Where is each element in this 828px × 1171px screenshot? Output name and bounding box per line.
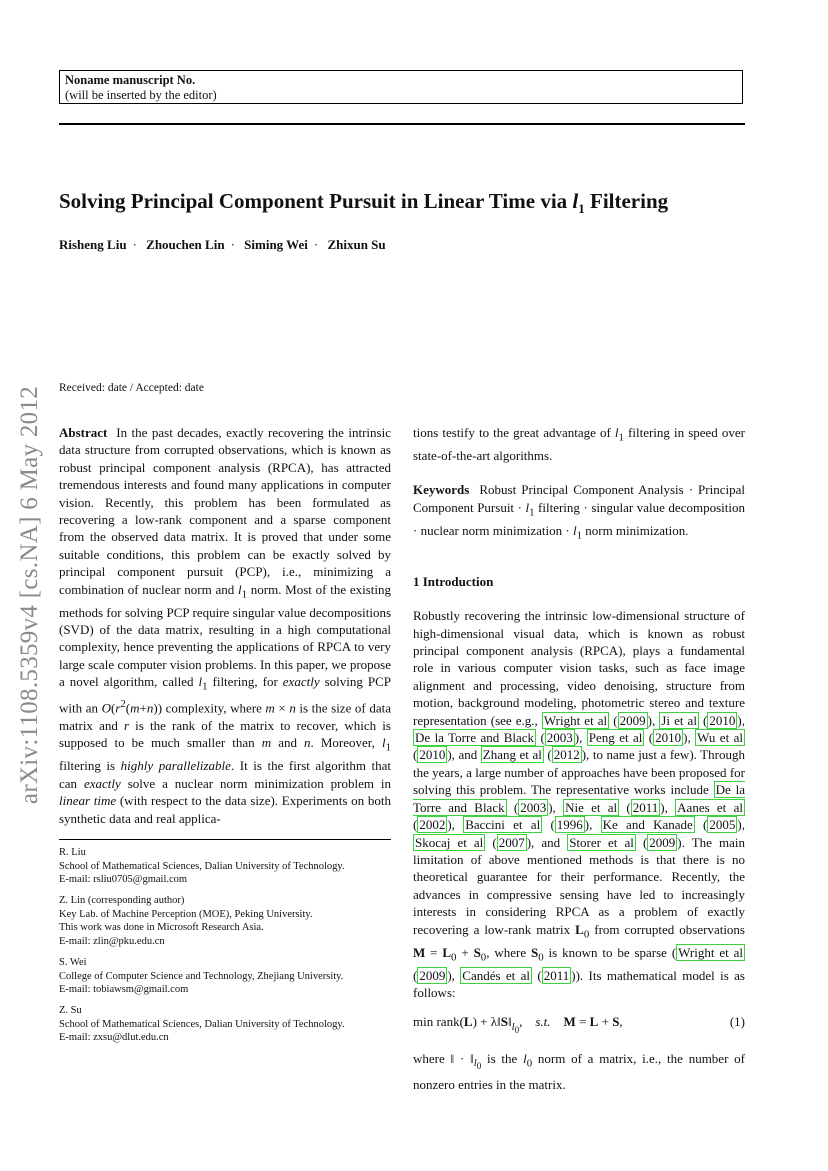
citation-link[interactable]: 2003 <box>546 730 573 746</box>
affiliation-name: S. Wei <box>59 957 87 968</box>
abstract-continuation: tions testify to the great advantage of $l_1$ filtering in speed over state-of-the-art algorithms. <box>413 425 745 463</box>
citation-link[interactable]: 2005 <box>709 817 736 833</box>
author-name: Risheng Liu <box>59 237 127 252</box>
paper-title: Solving Principal Component Pursuit in Linear Time via $l_1$ Filtering <box>59 189 669 217</box>
affiliation-line: Key Lab. of Machine Perception (MOE), Peking University. <box>59 908 313 920</box>
citation-link[interactable]: Wright et al <box>543 712 608 728</box>
affiliation-email: E-mail: rsliu0705@gmail.com <box>59 874 188 886</box>
citation-link[interactable]: Storer et al <box>569 834 634 850</box>
author-list: Risheng Liu · Zhouchen Lin · Siming Wei · Zhixun Su <box>59 237 386 252</box>
affiliation-block <box>59 894 399 948</box>
citation-link[interactable]: 2012 <box>553 747 580 763</box>
citation-link[interactable]: 2009 <box>649 834 676 850</box>
affiliation-email: E-mail: tobiawsm@gmail.com <box>59 984 189 996</box>
right-column <box>413 424 745 1093</box>
abstract-column <box>59 424 391 827</box>
affiliation-email: E-mail: zxsu@dlut.edu.cn <box>59 1032 169 1044</box>
author-name: Zhouchen Lin <box>146 237 225 252</box>
citation-link[interactable]: 2011 <box>543 967 570 983</box>
citation-link[interactable]: Candés et al <box>462 967 531 983</box>
keywords-label: Keywords <box>413 482 470 498</box>
affiliation-name: R. Liu <box>59 847 86 858</box>
abstract-label: Abstract <box>59 425 108 440</box>
post-equation-text: where ‖ · $‖_{l_0}$ is the $l_0$ norm of a matrix, i.e., the number of nonzero entries in the matrix. <box>413 1050 745 1092</box>
equation-1 <box>413 1013 745 1039</box>
equation-number: (1) <box>729 1014 745 1030</box>
citation-link[interactable]: Aanes et al <box>677 799 743 815</box>
affiliation-block <box>59 956 399 997</box>
manuscript-number: Noname manuscript No. <box>65 73 196 87</box>
section-heading: 1 Introduction <box>413 573 494 589</box>
affiliation-block <box>59 1004 399 1045</box>
citation-link[interactable]: 2009 <box>619 712 646 728</box>
introduction-paragraph: Robustly recovering the intrinsic low-dimensional structure of high-dimensional visual data, which is known as robust principal component analysis (RPCA), plays a fundamental role in various computer vision tasks, such as face image alignment and processing, video denoising, structure from motion, background modeling, photometric stereo and texture representation (see e.g., Wright et al ( 2009 ), Ji et al ( 2010 ), De la Torre and Black ( 2003 ), Peng et al ( 2010 ), Wu et al ( 2010 ), and Zhang et al ( 2012 ), to name just a few). Through the years, a large number of approaches have been proposed for solving this problem. The representative works include De la Torre and Black ( 2003 ), Nie et al ( 2011 ), Aanes et al ( 2002 ), Baccini et al ( 1996 ), Ke and Kanade ( 2005 ), Skocaj et al ( 2007 ), and Storer et al ( 2009 ). The main limitation of above mentioned methods is that there is no theoretical guarantee for their performance. Recently, the advances in compressive sensing have led to increasingly interests in considering RPCA as a problem of exactly recovering a low-rank matrix $L_0$ from corrupted observations $M = L_0 + S_0$, where $S_0$ is known to be sparse ( Wright et al ( 2009 ), Candés et al ( 2011 )). Its mathematical model is as follows: <box>413 608 745 1000</box>
header-rule <box>59 123 745 125</box>
citation-link[interactable]: Nie et al <box>565 799 618 815</box>
affiliation-line: This work was done in Microsoft Research Asia. <box>59 922 264 934</box>
abstract-paragraph: Abstract In the past decades, exactly recovering the intrinsic data structure from corrupted observations, which is known as robust principal component analysis (RPCA), has attracted tremendous interests and found many applications in computer vision. Recently, this problem has been formulated as recovering a low-rank component and a sparse component from the observed data matrix. It is proved that under some suitable conditions, this problem can be exactly solved by principal component pursuit (PCP), i.e., minimizing a combination of nuclear norm and $l_1$ norm. Most of the existing methods for solving PCP require singular value decompositions (SVD) of the data matrix, resulting in a high computational complexity, hence preventing the applications of RPCA to very large scale computer vision problems. In this paper, we propose a novel algorithm, called $l_1$ filtering, for exactly solving PCP with an $O(r^2(m+n))$ complexity, where m × n is the size of data matrix and r is the rank of the matrix to recover, which is supposed to be much smaller than m and n. Moreover, $l_1$ filtering is highly parallelizable. It is the first algorithm that can exactly solve a nuclear norm minimization problem in linear time (with respect to the data size). Experiments on both synthetic data and real applica- <box>59 425 392 826</box>
equation-body: min rank(L) + $\lambda‖S‖_{l_0}$, s.t. M = L + S, <box>413 1014 623 1036</box>
footnote-rule <box>59 839 391 840</box>
citation-link[interactable]: Baccini et al <box>465 817 541 833</box>
affiliation-name: Z. Su <box>59 1005 82 1016</box>
arxiv-identifier: arXiv:1108.5359v4 [cs.NA] 6 May 2012 <box>16 385 43 805</box>
citation-link[interactable]: 2007 <box>498 834 525 850</box>
affiliation-name: Z. Lin (corresponding author) <box>59 895 185 906</box>
author-name: Zhixun Su <box>327 237 386 252</box>
citation-link[interactable]: 2010 <box>419 747 446 763</box>
citation-link[interactable]: Zhang et al <box>482 747 542 763</box>
citation-link[interactable]: 1996 <box>556 817 583 833</box>
citation-link[interactable]: Ji et al <box>661 712 697 728</box>
citation-link[interactable]: 2009 <box>419 967 446 983</box>
citation-link[interactable]: 2011 <box>632 799 659 815</box>
affiliation-line: School of Mathematical Sciences, Dalian University of Technology. <box>59 860 345 872</box>
keywords-paragraph: Keywords Robust Principal Component Analysis · Principal Component Pursuit · $l_1$ filtering · singular value decomposition · nuclear norm minimization · $l_1$ norm minimization. <box>413 482 745 542</box>
citation-link[interactable]: De la Torre and Black <box>415 730 535 746</box>
model-intro: Its mathematical model is as follows: <box>413 967 745 1000</box>
affiliation-block <box>59 846 399 887</box>
citation-link[interactable]: Skocaj et al <box>415 834 484 850</box>
manuscript-header-box <box>59 70 743 104</box>
citation-link[interactable]: Wright et al <box>678 944 743 960</box>
affiliation-email: E-mail: zlin@pku.edu.cn <box>59 935 165 947</box>
citation-link[interactable]: De la Torre and Black <box>413 782 745 815</box>
arxiv-sidebar <box>6 365 54 825</box>
citation-link[interactable]: Ke and Kanade <box>602 817 693 833</box>
citation-link[interactable]: 2010 <box>709 712 736 728</box>
author-name: Siming Wei <box>244 237 308 252</box>
affiliation-line: College of Computer Science and Technology, Zhejiang University. <box>59 970 344 982</box>
citation-link[interactable]: Peng et al <box>588 730 643 746</box>
citation-link[interactable]: Wu et al <box>697 730 743 746</box>
citation-link[interactable]: 2002 <box>419 817 446 833</box>
citation-link[interactable]: 2010 <box>655 730 682 746</box>
affiliation-line: School of Mathematical Sciences, Dalian University of Technology. <box>59 1018 345 1030</box>
received-date: Received: date / Accepted: date <box>59 382 204 394</box>
citation-link[interactable]: 2003 <box>520 799 547 815</box>
editor-note: (will be inserted by the editor) <box>65 88 217 102</box>
